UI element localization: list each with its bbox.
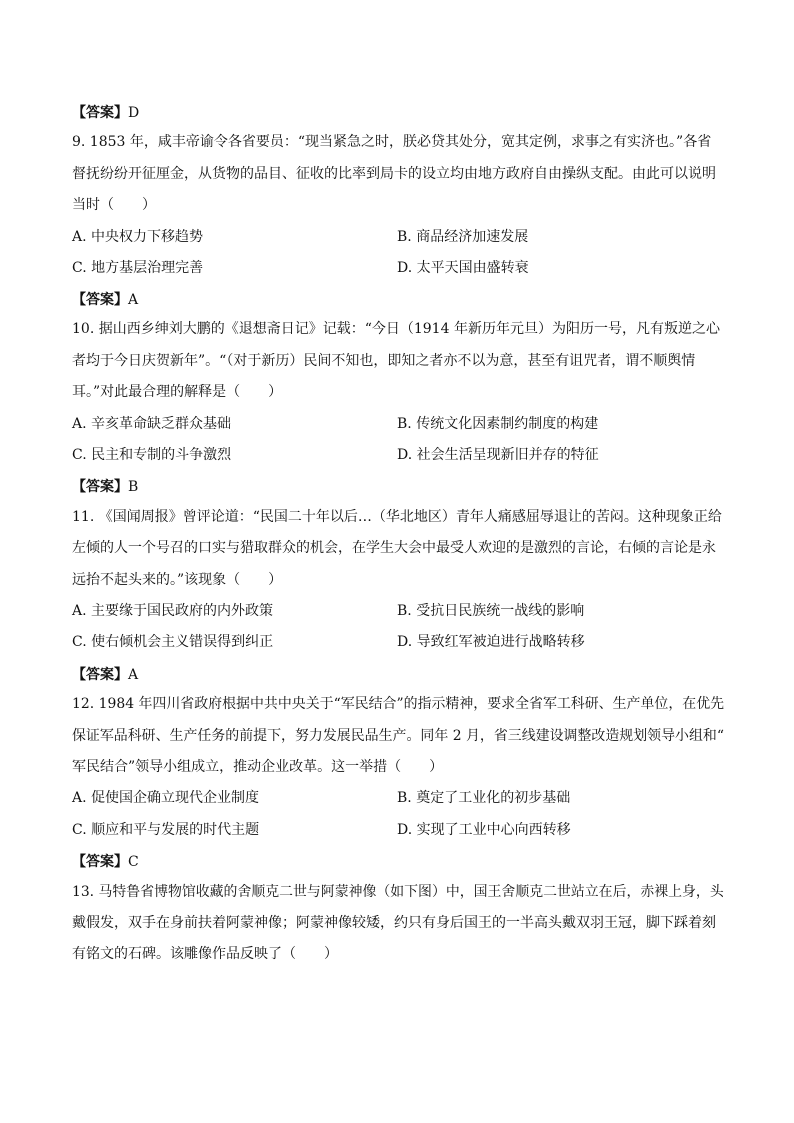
question-11-option-b: B. 受抗日民族统一战线的影响: [397, 603, 585, 619]
answer-11: [72, 664, 138, 684]
answer-label: 【答案】: [72, 667, 128, 683]
answer-label: 【答案】: [72, 105, 128, 121]
question-10-line-1: 10. 据山西乡绅刘大鹏的《退想斋日记》记载：“今日（1914 年新历年元旦）为阳历一号，凡有叛逆之心: [72, 321, 720, 337]
question-9-option-b: B. 商品经济加速发展: [397, 229, 529, 245]
question-13-line-1: 13. 马特鲁省博物馆收藏的舍顺克二世与阿蒙神像（如下图）中，国王舍顺克二世站立在后，赤裸上身，头: [72, 884, 724, 900]
answer-label: 【答案】: [72, 479, 128, 495]
question-13-line-3: 有铭文的石碑。该雕像作品反映了（ ）: [72, 946, 338, 962]
question-12-line-2: 保证军品科研、生产任务的前提下，努力发展民品生产。同年 2 月，省三线建设调整改造规划领导小组和“: [72, 728, 724, 744]
question-10-option-b: B. 传统文化因素制约制度的构建: [397, 416, 599, 432]
question-9-option-d: D. 太平天国由盛转衰: [397, 260, 529, 276]
question-12-option-b: B. 奠定了工业化的初步基础: [397, 790, 571, 806]
question-11-option-d: D. 导致红军被迫进行战略转移: [397, 634, 585, 650]
answer-value: A: [128, 667, 139, 683]
answer-value: A: [128, 292, 139, 308]
question-11-line-1: 11. 《国闻周报》曾评论道：“民国二十年以后…（华北地区）青年人痛感屈辱退让的苦闷。这种现象正给: [72, 509, 722, 525]
answer-label: 【答案】: [72, 292, 128, 308]
answer-value: D: [128, 105, 140, 121]
question-9-line-1: 9. 1853 年，咸丰帝谕令各省要员：“现当紧急之时，朕必贷其处分，宽其定例，求事之有实济也。”各省: [72, 134, 712, 150]
question-10-option-d: D. 社会生活呈现新旧并存的特征: [397, 447, 599, 463]
question-10-line-2: 者均于今日庆贺新年”。“（对于新历）民间不知也，即知之者亦不以为意，甚至有诅咒者，谓不顺舆情: [72, 353, 696, 369]
question-11-line-2: 左倾的人一个号召的口实与猎取群众的机会，在学生大会中最受人欢迎的是激烈的言论，右倾的言论是永: [72, 540, 716, 556]
question-13-line-2: 戴假发，双手在身前扶着阿蒙神像；阿蒙神像较矮，约只有身后国王的一半高头戴双羽王冠，脚下踩着刻: [72, 915, 716, 931]
question-12-line-3: 军民结合”领导小组成立，推动企业改革。这一举措（ ）: [72, 759, 444, 775]
question-11-line-3: 远抬不起头来的。”该现象（ ）: [72, 572, 283, 588]
question-10-option-a: A. 辛亥革命缺乏群众基础: [72, 416, 232, 432]
question-12-option-a: A. 促使国企确立现代企业制度: [72, 790, 260, 806]
question-11-option-c: C. 使右倾机会主义错误得到纠正: [72, 634, 274, 650]
answer-label: 【答案】: [72, 854, 128, 870]
question-9-option-a: A. 中央权力下移趋势: [72, 229, 204, 245]
answer-value: C: [128, 854, 139, 870]
question-9-option-c: C. 地方基层治理完善: [72, 260, 204, 276]
question-12-option-d: D. 实现了工业中心向西转移: [397, 822, 571, 838]
question-12-line-1: 12. 1984 年四川省政府根据中共中央关于“军民结合”的指示精神，要求全省军工科研、生产单位，在优先: [72, 696, 725, 712]
question-10-line-3: 耳。”对此最合理的解释是（ ）: [72, 384, 283, 400]
question-9-line-2: 督抚纷纷开征厘金，从货物的品目、征收的比率到局卡的设立均由地方政府自由操纵支配。由此可以说明: [72, 166, 716, 182]
answer-10: [72, 476, 138, 496]
question-10-option-c: C. 民主和专制的斗争激烈: [72, 447, 232, 463]
question-12-option-c: C. 顺应和平与发展的时代主题: [72, 822, 260, 838]
answer-8: [72, 102, 139, 122]
question-9-line-3: 当时（ ）: [72, 197, 156, 213]
answer-9: [72, 289, 138, 309]
answer-12: [72, 851, 139, 871]
question-11-option-a: A. 主要缘于国民政府的内外政策: [72, 603, 274, 619]
answer-value: B: [128, 479, 139, 495]
